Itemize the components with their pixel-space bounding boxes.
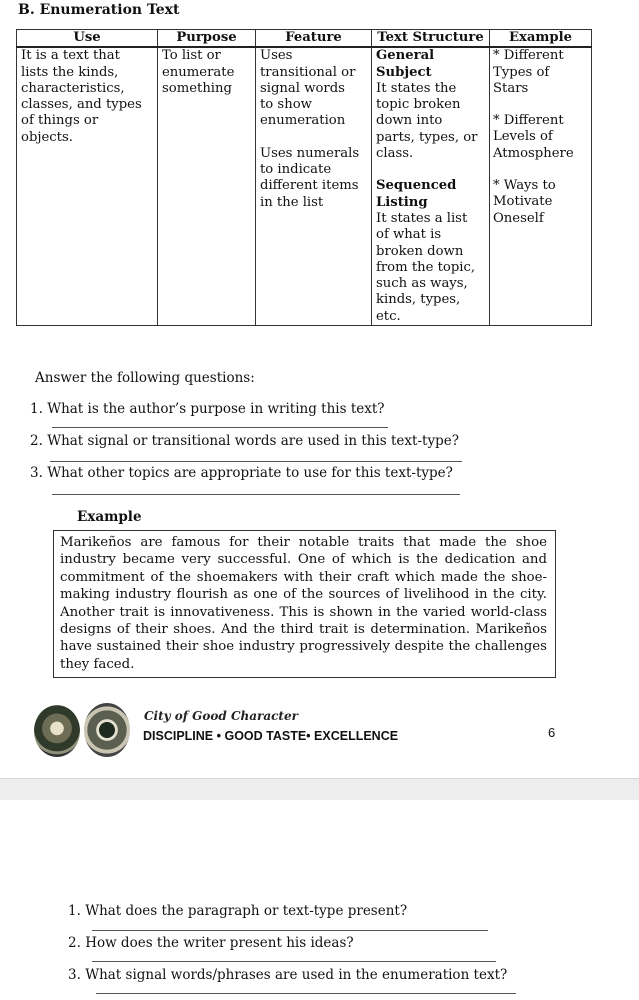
cell-purpose [158, 47, 256, 325]
structure-line: of what is [376, 227, 442, 243]
purpose-line: something [162, 80, 232, 96]
header-example: Example [490, 30, 592, 48]
cell-use [17, 47, 158, 325]
question-text: What does the paragraph or text-type present? [85, 903, 408, 919]
example-line: Stars [493, 80, 529, 96]
city-seal-logo [34, 705, 80, 757]
example-line: * Different [493, 113, 564, 129]
structure-title: Listing [376, 194, 428, 210]
question-text: How does the writer present his ideas? [85, 935, 354, 951]
feature-line: to indicate [260, 162, 332, 178]
cell-example [490, 47, 592, 325]
structure-title: Subject [376, 64, 432, 80]
question-1 [30, 401, 385, 417]
example-paragraph: Marikeños are famous for their notable traits that made the shoe industry became very successful. One of which is the dedication and commitment of the shoemakers with their craft which made the shoe-making industry flourish as one of the sources of livelihood in the city. Another trait is innovativeness. This is shown in the varied world-class designs of their shoes. And the third trait is determination. Marikeños have sustained their shoe industry progressively despite the challenges they faced. [53, 530, 556, 678]
question-text: What is the author’s purpose in writing this text? [47, 401, 385, 417]
answer-line[interactable] [96, 993, 516, 994]
example-line: Atmosphere [493, 145, 574, 161]
header-feature: Feature [256, 30, 372, 48]
feature-line: transitional or [260, 64, 356, 80]
footer-motto: DISCIPLINE • GOOD TASTE• EXCELLENCE [143, 729, 399, 743]
example-line: Motivate [493, 194, 553, 210]
feature-line: different items [260, 178, 359, 194]
structure-line: etc. [376, 308, 401, 324]
use-line: classes, and types [21, 97, 142, 113]
question-number: 2. [30, 433, 43, 449]
section-title: B. Enumeration Text [18, 2, 180, 18]
city-tagline: City of Good Character [144, 709, 298, 723]
structure-title: Sequenced [376, 178, 457, 194]
question-2 [30, 433, 459, 449]
cell-text-structure [372, 47, 490, 325]
page-separator [0, 778, 639, 801]
school-seal-logo [84, 703, 130, 757]
structure-line: topic broken [376, 97, 461, 113]
structure-line: broken down [376, 243, 464, 259]
answer-heading: Answer the following questions: [35, 370, 255, 386]
question-text: What signal or transitional words are used in this text-type? [47, 433, 459, 449]
feature-line: to show [260, 97, 312, 113]
answer-line[interactable] [52, 494, 460, 495]
structure-line: from the topic, [376, 259, 476, 275]
use-line: characteristics, [21, 80, 125, 96]
question-number: 3. [68, 967, 81, 983]
example-line: Levels of [493, 129, 553, 145]
header-text-structure: Text Structure [372, 30, 490, 48]
page2-question-3 [68, 967, 507, 983]
example-label: Example [77, 509, 142, 525]
use-line: lists the kinds, [21, 64, 119, 80]
worksheet-page-2 [0, 800, 639, 1000]
feature-line: enumeration [260, 113, 346, 129]
purpose-line: To list or [162, 48, 221, 64]
example-line: Oneself [493, 210, 544, 226]
feature-line: in the list [260, 194, 324, 210]
example-line: Types of [493, 64, 550, 80]
header-purpose: Purpose [158, 30, 256, 48]
structure-line: down into [376, 113, 443, 129]
enumeration-table [16, 29, 592, 326]
structure-line: parts, types, or [376, 129, 478, 145]
structure-title: General [376, 48, 435, 64]
cell-feature [256, 47, 372, 325]
page2-question-1 [68, 903, 407, 919]
use-line: objects. [21, 129, 73, 145]
table-header-row [17, 30, 592, 48]
header-use: Use [17, 30, 158, 48]
feature-line: signal words [260, 80, 345, 96]
purpose-line: enumerate [162, 64, 235, 80]
question-text: What signal words/phrases are used in the enumeration text? [85, 967, 508, 983]
structure-line: such as ways, [376, 276, 468, 292]
question-text: What other topics are appropriate to use for this text-type? [47, 465, 453, 481]
structure-line: It states the [376, 80, 457, 96]
example-line: * Ways to [493, 178, 556, 194]
question-number: 1. [30, 401, 43, 417]
use-line: of things or [21, 113, 99, 129]
answer-line[interactable] [50, 461, 462, 462]
table-row [17, 47, 592, 325]
feature-line: Uses [260, 48, 293, 64]
question-number: 3. [30, 465, 43, 481]
structure-line: It states a list [376, 210, 468, 226]
page2-question-2 [68, 935, 354, 951]
answer-line[interactable] [92, 930, 488, 931]
answer-line[interactable] [52, 427, 388, 428]
structure-line: kinds, types, [376, 292, 461, 308]
use-line: It is a text that [21, 48, 120, 64]
structure-line: class. [376, 146, 414, 162]
question-number: 1. [68, 903, 81, 919]
example-line: * Different [493, 48, 564, 64]
question-number: 2. [68, 935, 81, 951]
page-number: 6 [548, 725, 556, 740]
question-3 [30, 465, 453, 481]
feature-line: Uses numerals [260, 145, 360, 161]
answer-line[interactable] [92, 961, 496, 962]
